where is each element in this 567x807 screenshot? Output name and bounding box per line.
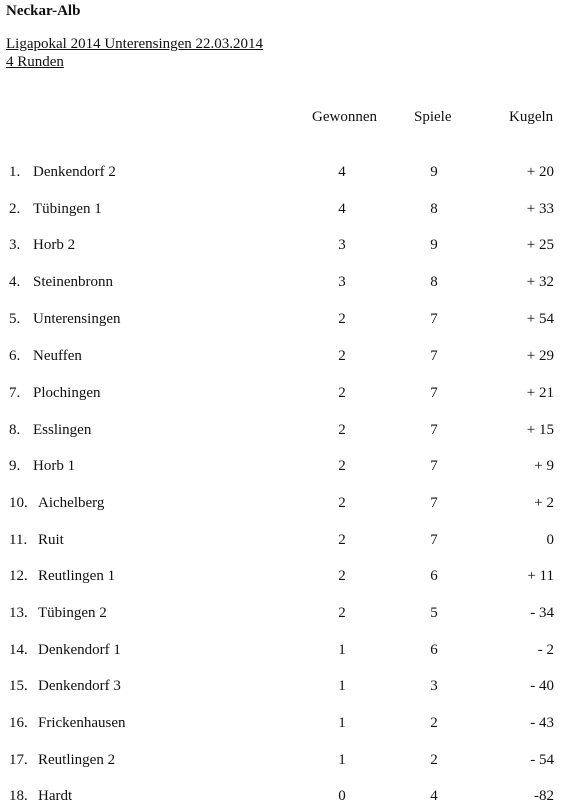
won-cell: 2 — [338, 458, 346, 474]
won-cell: 2 — [338, 605, 346, 621]
won-cell: 2 — [338, 568, 346, 584]
rank-cell: 5. — [9, 311, 21, 327]
table-row — [0, 421, 567, 439]
table-row — [0, 567, 567, 585]
team-cell: Denkendorf 2 — [33, 164, 116, 180]
table-row — [0, 273, 567, 291]
games-cell: 2 — [430, 715, 438, 731]
games-cell: 7 — [430, 311, 438, 327]
balls-cell: -82 — [534, 788, 554, 804]
games-cell: 7 — [430, 385, 438, 401]
won-cell: 2 — [338, 495, 346, 511]
balls-cell: 0 — [546, 532, 554, 548]
won-cell: 2 — [338, 422, 346, 438]
rank-cell: 17. — [9, 752, 28, 768]
team-cell: Reutlingen 2 — [38, 752, 116, 768]
balls-cell: + 20 — [526, 164, 554, 180]
rank-cell: 11. — [9, 532, 28, 548]
games-cell: 7 — [430, 458, 438, 474]
table-row — [0, 677, 567, 695]
won-cell: 0 — [338, 788, 346, 804]
team-cell: Hardt — [38, 788, 73, 804]
team-cell: Steinenbronn — [33, 274, 113, 290]
rank-cell: 4. — [9, 274, 21, 290]
team-cell: Neuffen — [33, 348, 82, 364]
rank-cell: 14. — [9, 642, 28, 658]
table-row — [0, 751, 567, 769]
won-cell: 4 — [338, 164, 346, 180]
team-cell: Plochingen — [33, 385, 101, 401]
won-cell: 4 — [338, 201, 346, 217]
rounds-label: 4 Runden — [6, 54, 64, 70]
balls-cell: - 34 — [530, 605, 554, 621]
won-cell: 2 — [338, 311, 346, 327]
games-cell: 8 — [430, 274, 438, 290]
games-cell: 9 — [430, 237, 438, 253]
balls-cell: + 32 — [526, 274, 554, 290]
games-cell: 6 — [430, 642, 438, 658]
won-cell: 1 — [338, 642, 346, 658]
rank-cell: 10. — [9, 495, 28, 511]
column-header-balls: Kugeln — [509, 109, 554, 125]
rank-cell: 8. — [9, 422, 21, 438]
won-cell: 1 — [338, 678, 346, 694]
won-cell: 2 — [338, 385, 346, 401]
rank-cell: 15. — [9, 678, 28, 694]
table-row — [0, 714, 567, 732]
games-cell: 3 — [430, 678, 438, 694]
table-row — [0, 236, 567, 254]
team-cell: Tübingen 2 — [38, 605, 107, 621]
balls-cell: + 54 — [526, 311, 554, 327]
table-row — [0, 163, 567, 181]
games-cell: 7 — [430, 348, 438, 364]
balls-cell: - 40 — [530, 678, 554, 694]
won-cell: 1 — [338, 752, 346, 768]
table-row — [0, 384, 567, 402]
team-cell: Ruit — [38, 532, 64, 548]
team-cell: Esslingen — [33, 422, 92, 438]
table-row — [0, 604, 567, 622]
won-cell: 1 — [338, 715, 346, 731]
games-cell: 7 — [430, 532, 438, 548]
games-cell: 8 — [430, 201, 438, 217]
balls-cell: + 29 — [526, 348, 554, 364]
rank-cell: 7. — [9, 385, 21, 401]
table-row — [0, 641, 567, 659]
rank-cell: 18. — [9, 788, 28, 804]
games-cell: 7 — [430, 422, 438, 438]
rank-cell: 16. — [9, 715, 28, 731]
rank-cell: 9. — [9, 458, 21, 474]
rank-cell: 13. — [9, 605, 28, 621]
balls-cell: - 2 — [537, 642, 554, 658]
team-cell: Denkendorf 1 — [38, 642, 121, 658]
games-cell: 4 — [430, 788, 438, 804]
won-cell: 3 — [338, 274, 346, 290]
rank-cell: 1. — [9, 164, 21, 180]
balls-cell: - 54 — [530, 752, 554, 768]
balls-cell: + 2 — [534, 495, 554, 511]
rank-cell: 6. — [9, 348, 21, 364]
games-cell: 6 — [430, 568, 438, 584]
balls-cell: + 9 — [534, 458, 554, 474]
balls-cell: + 15 — [526, 422, 554, 438]
games-cell: 2 — [430, 752, 438, 768]
table-row — [0, 787, 567, 805]
won-cell: 2 — [338, 532, 346, 548]
team-cell: Horb 1 — [33, 458, 76, 474]
team-cell: Aichelberg — [38, 495, 105, 511]
team-cell: Tübingen 1 — [33, 201, 102, 217]
column-header-games: Spiele — [414, 109, 452, 125]
rank-cell: 3. — [9, 237, 21, 253]
table-row — [0, 310, 567, 328]
team-cell: Unterensingen — [33, 311, 121, 327]
event-title: Ligapokal 2014 Unterensingen 22.03.2014 — [6, 36, 264, 52]
games-cell: 5 — [430, 605, 438, 621]
balls-cell: + 33 — [526, 201, 554, 217]
table-row — [0, 457, 567, 475]
column-header-won: Gewonnen — [312, 109, 377, 125]
table-row — [0, 347, 567, 365]
rank-cell: 2. — [9, 201, 21, 217]
region-title: Neckar-Alb — [6, 3, 81, 19]
team-cell: Frickenhausen — [38, 715, 126, 731]
table-row — [0, 531, 567, 549]
table-row — [0, 200, 567, 218]
won-cell: 3 — [338, 237, 346, 253]
balls-cell: + 11 — [527, 568, 554, 584]
games-cell: 9 — [430, 164, 438, 180]
rank-cell: 12. — [9, 568, 28, 584]
games-cell: 7 — [430, 495, 438, 511]
team-cell: Horb 2 — [33, 237, 76, 253]
won-cell: 2 — [338, 348, 346, 364]
balls-cell: + 21 — [526, 385, 554, 401]
balls-cell: + 25 — [526, 237, 554, 253]
team-cell: Denkendorf 3 — [38, 678, 121, 694]
balls-cell: - 43 — [530, 715, 554, 731]
table-row — [0, 494, 567, 512]
team-cell: Reutlingen 1 — [38, 568, 116, 584]
